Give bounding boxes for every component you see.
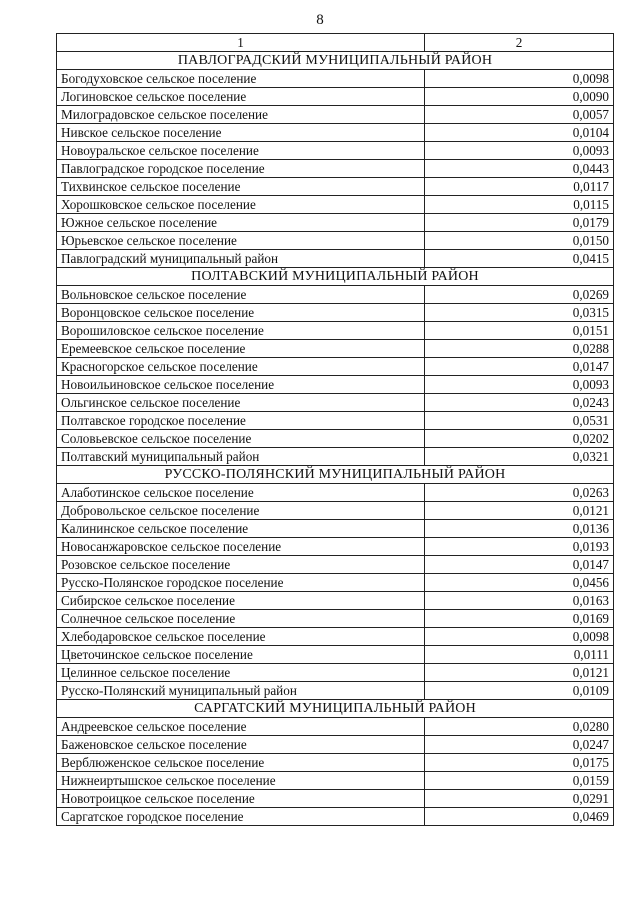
settlement-name: Сибирское сельское поселение <box>57 592 425 610</box>
coefficient-value: 0,0263 <box>425 484 614 502</box>
table-row <box>57 808 614 826</box>
coefficient-value: 0,0179 <box>425 214 614 232</box>
table-row <box>57 682 614 700</box>
settlement-name: Новоуральское сельское поселение <box>57 142 425 160</box>
coefficient-value: 0,0104 <box>425 124 614 142</box>
table-row <box>57 448 614 466</box>
page-number: 8 <box>316 12 324 28</box>
coefficient-value: 0,0531 <box>425 412 614 430</box>
coefficient-value: 0,0175 <box>425 754 614 772</box>
coefficient-value: 0,0291 <box>425 790 614 808</box>
section-header-row <box>57 700 614 718</box>
coefficient-table <box>56 33 614 826</box>
settlement-name: Воронцовское сельское поселение <box>57 304 425 322</box>
table-row <box>57 142 614 160</box>
coefficient-value: 0,0288 <box>425 340 614 358</box>
column-header-2: 2 <box>425 34 614 52</box>
settlement-name: Хорошковское сельское поселение <box>57 196 425 214</box>
coefficient-value: 0,0147 <box>425 358 614 376</box>
coefficient-value: 0,0443 <box>425 160 614 178</box>
coefficient-value: 0,0093 <box>425 376 614 394</box>
settlement-name: Верблюженское сельское поселение <box>57 754 425 772</box>
table-row <box>57 70 614 88</box>
table-row <box>57 484 614 502</box>
settlement-name: Логиновское сельское поселение <box>57 88 425 106</box>
table-body <box>57 34 614 826</box>
table-row <box>57 214 614 232</box>
coefficient-value: 0,0136 <box>425 520 614 538</box>
settlement-name: Хлебодаровское сельское поселение <box>57 628 425 646</box>
section-title: САРГАТСКИЙ МУНИЦИПАЛЬНЫЙ РАЙОН <box>57 700 614 718</box>
settlement-name: Алаботинское сельское поселение <box>57 484 425 502</box>
table-row <box>57 322 614 340</box>
coefficient-value: 0,0121 <box>425 502 614 520</box>
settlement-name: Новосанжаровское сельское поселение <box>57 538 425 556</box>
table-row <box>57 232 614 250</box>
coefficient-value: 0,0193 <box>425 538 614 556</box>
coefficient-value: 0,0151 <box>425 322 614 340</box>
coefficient-value: 0,0111 <box>425 646 614 664</box>
settlement-name: Добровольское сельское поселение <box>57 502 425 520</box>
section-title: ПОЛТАВСКИЙ МУНИЦИПАЛЬНЫЙ РАЙОН <box>57 268 614 286</box>
settlement-name: Розовское сельское поселение <box>57 556 425 574</box>
table-row <box>57 286 614 304</box>
table-row <box>57 340 614 358</box>
settlement-name: Цветочинское сельское поселение <box>57 646 425 664</box>
settlement-name: Ворошиловское сельское поселение <box>57 322 425 340</box>
settlement-name: Павлоградский муниципальный район <box>57 250 425 268</box>
settlement-name: Полтавский муниципальный район <box>57 448 425 466</box>
table-row <box>57 502 614 520</box>
table-row <box>57 250 614 268</box>
coefficient-value: 0,0147 <box>425 556 614 574</box>
table-row <box>57 592 614 610</box>
section-header-row <box>57 268 614 286</box>
settlement-name: Еремеевское сельское поселение <box>57 340 425 358</box>
table-row <box>57 736 614 754</box>
table-row <box>57 124 614 142</box>
table-row <box>57 556 614 574</box>
table-row <box>57 574 614 592</box>
coefficient-value: 0,0098 <box>425 628 614 646</box>
coefficient-value: 0,0159 <box>425 772 614 790</box>
column-header-row <box>57 34 614 52</box>
table-row <box>57 790 614 808</box>
settlement-name: Русско-Полянское городское поселение <box>57 574 425 592</box>
coefficient-value: 0,0280 <box>425 718 614 736</box>
table-row <box>57 646 614 664</box>
coefficient-value: 0,0243 <box>425 394 614 412</box>
coefficient-value: 0,0150 <box>425 232 614 250</box>
section-title: ПАВЛОГРАДСКИЙ МУНИЦИПАЛЬНЫЙ РАЙОН <box>57 52 614 70</box>
settlement-name: Богодуховское сельское поселение <box>57 70 425 88</box>
table-row <box>57 394 614 412</box>
settlement-name: Нивское сельское поселение <box>57 124 425 142</box>
table-row <box>57 664 614 682</box>
coefficient-value: 0,0415 <box>425 250 614 268</box>
coefficient-value: 0,0109 <box>425 682 614 700</box>
coefficient-value: 0,0321 <box>425 448 614 466</box>
coefficient-value: 0,0115 <box>425 196 614 214</box>
table-row <box>57 628 614 646</box>
section-title: РУССКО-ПОЛЯНСКИЙ МУНИЦИПАЛЬНЫЙ РАЙОН <box>57 466 614 484</box>
table-row <box>57 430 614 448</box>
table-row <box>57 106 614 124</box>
settlement-name: Новотроицкое сельское поселение <box>57 790 425 808</box>
table-row <box>57 412 614 430</box>
settlement-name: Юрьевское сельское поселение <box>57 232 425 250</box>
coefficient-value: 0,0090 <box>425 88 614 106</box>
section-header-row <box>57 52 614 70</box>
coefficient-value: 0,0117 <box>425 178 614 196</box>
settlement-name: Тихвинское сельское поселение <box>57 178 425 196</box>
settlement-name: Русско-Полянский муниципальный район <box>57 682 425 700</box>
table-row <box>57 196 614 214</box>
settlement-name: Андреевское сельское поселение <box>57 718 425 736</box>
settlement-name: Милоградовское сельское поселение <box>57 106 425 124</box>
settlement-name: Павлоградское городское поселение <box>57 160 425 178</box>
table-row <box>57 358 614 376</box>
coefficient-value: 0,0202 <box>425 430 614 448</box>
coefficient-value: 0,0456 <box>425 574 614 592</box>
table-row <box>57 88 614 106</box>
settlement-name: Баженовское сельское поселение <box>57 736 425 754</box>
settlement-name: Солнечное сельское поселение <box>57 610 425 628</box>
coefficient-value: 0,0247 <box>425 736 614 754</box>
coefficient-value: 0,0269 <box>425 286 614 304</box>
coefficient-value: 0,0057 <box>425 106 614 124</box>
settlement-name: Южное сельское поселение <box>57 214 425 232</box>
table-row <box>57 772 614 790</box>
coefficient-value: 0,0093 <box>425 142 614 160</box>
table-row <box>57 376 614 394</box>
settlement-name: Целинное сельское поселение <box>57 664 425 682</box>
settlement-name: Вольновское сельское поселение <box>57 286 425 304</box>
column-header-1: 1 <box>57 34 425 52</box>
coefficient-value: 0,0098 <box>425 70 614 88</box>
table-row <box>57 304 614 322</box>
table-row <box>57 178 614 196</box>
settlement-name: Саргатское городское поселение <box>57 808 425 826</box>
table-row <box>57 538 614 556</box>
table-row <box>57 754 614 772</box>
table-row <box>57 520 614 538</box>
settlement-name: Калининское сельское поселение <box>57 520 425 538</box>
table-row <box>57 610 614 628</box>
table-row <box>57 718 614 736</box>
settlement-name: Полтавское городское поселение <box>57 412 425 430</box>
section-header-row <box>57 466 614 484</box>
coefficient-value: 0,0469 <box>425 808 614 826</box>
coefficient-value: 0,0169 <box>425 610 614 628</box>
settlement-name: Соловьевское сельское поселение <box>57 430 425 448</box>
settlement-name: Ольгинское сельское поселение <box>57 394 425 412</box>
coefficient-value: 0,0163 <box>425 592 614 610</box>
settlement-name: Новоильиновское сельское поселение <box>57 376 425 394</box>
settlement-name: Нижнеиртышское сельское поселение <box>57 772 425 790</box>
coefficient-value: 0,0121 <box>425 664 614 682</box>
settlement-name: Красногорское сельское поселение <box>57 358 425 376</box>
coefficient-value: 0,0315 <box>425 304 614 322</box>
table-row <box>57 160 614 178</box>
